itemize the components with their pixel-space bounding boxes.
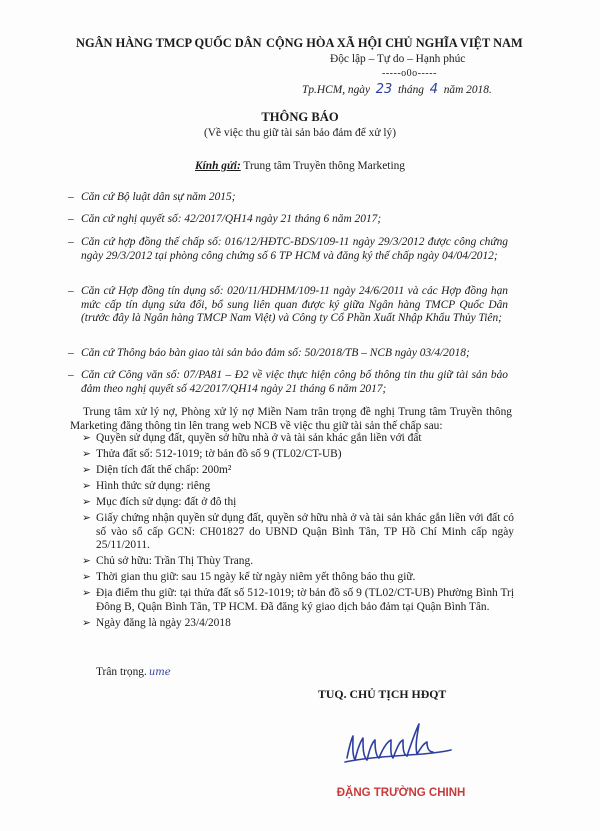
arrow-bullet-icon: ➢ (82, 495, 91, 508)
national-title: CỘNG HÒA XÃ HỘI CHỦ NGHĨA VIỆT NAM (266, 36, 523, 50)
legal-basis-item: – Căn cứ Thông báo bàn giao tài sản bảo đảm số: 50/2018/TB – NCB ngày 03/4/2018; (68, 347, 470, 359)
date-year: năm 2018. (443, 84, 492, 96)
list-item: ➢ Thời gian thu giữ: sau 15 ngày kể từ ngày niêm yết thông báo thu giữ. (82, 571, 416, 584)
recipient-line (0, 160, 600, 174)
date-day: 23 (375, 82, 393, 97)
list-item: ➢ Diện tích đất thế chấp: 200m² (82, 463, 232, 476)
intro-paragraph: Trung tâm xử lý nợ, Phòng xử lý nợ Miền Nam trân trọng đề nghị Trung tâm Truyền thông Marketing đăng thông tin lên trang web NCB về việc thu giữ tài sản thế chấp sau: (70, 406, 512, 432)
closing-text: Trân trọng. (96, 666, 147, 678)
notice-subtitle: (Về việc thu giữ tài sản bảo đảm để xử lý) (203, 127, 396, 139)
legal-basis-item: – Căn cứ Bộ luật dân sự năm 2015; (68, 191, 236, 203)
legal-basis-item: – Căn cứ hợp đồng thế chấp số: 016/12/HĐTC-BDS/109-11 ngày 29/3/2012 được công chứng ngày 29/3/2012 tại phòng công chứng số 6 TP HCM và đăng ký thế chấp ngày 04/04/2012; (68, 236, 508, 262)
date-prefix: Tp.HCM, ngày (302, 84, 371, 96)
motto-divider: -----o0o----- (382, 68, 437, 79)
arrow-bullet-icon: ➢ (82, 463, 91, 476)
signature (343, 718, 453, 770)
list-item: ➢ Quyền sử dụng đất, quyền sở hữu nhà ở và tài sản khác gắn liền với đất (82, 432, 422, 444)
closing-line (96, 666, 171, 680)
list-item: ➢ Ngày đăng là ngày 23/4/2018 (82, 617, 231, 630)
handwritten-initials: ume (148, 667, 171, 678)
arrow-bullet-icon: ➢ (82, 617, 91, 630)
arrow-bullet-icon: ➢ (82, 447, 91, 460)
date-line (302, 83, 492, 98)
list-item: ➢ Chủ sở hữu: Trần Thị Thùy Trang. (82, 555, 254, 568)
legal-basis-item: – Căn cứ Công văn số: 07/PA81 – Đ2 về việc thực hiện công bố thông tin thu giữ tài sản bảo đảm theo nghị quyết số 42/2017/QH14 ngày 21 tháng 6 năm 2017; (68, 369, 508, 395)
recipient: Trung tâm Truyền thông Marketing (243, 160, 405, 172)
arrow-bullet-icon: ➢ (82, 571, 91, 584)
arrow-bullet-icon: ➢ (82, 587, 91, 600)
signer-title: TUQ. CHỦ TỊCH HĐQT (318, 687, 447, 701)
recipient-label: Kính gửi: (194, 160, 241, 172)
arrow-bullet-icon: ➢ (82, 555, 91, 568)
signer-name (336, 781, 466, 801)
arrow-bullet-icon: ➢ (82, 479, 91, 492)
legal-basis-item: – Căn cứ nghị quyết số: 42/2017/QH14 ngày 21 tháng 6 năm 2017; (68, 213, 382, 225)
notice-title: THÔNG BÁO (261, 110, 339, 124)
national-motto: Độc lập – Tự do – Hạnh phúc (330, 53, 466, 65)
arrow-bullet-icon: ➢ (82, 432, 91, 444)
date-month-label: tháng (398, 84, 424, 96)
organization-name: NGÂN HÀNG TMCP QUỐC DÂN (76, 36, 262, 50)
list-item: ➢ Hình thức sử dụng: riêng (82, 479, 211, 492)
legal-basis-item: – Căn cứ Hợp đồng tín dụng số: 020/11/HDHM/109-11 ngày 24/6/2011 và các Hợp đồng hạn mức cấp tín dụng sửa đổi, bổ sung liên quan được ký giữa Ngân hàng TMCP Quốc Dân (trước đây là Ngân hàng TMCP Nam Việt) và Công ty Cổ Phần Xuất Nhập Khẩu Thủy Tiên; (68, 285, 508, 325)
list-item: ➢ Địa điểm thu giữ: tại thửa đất số 512-1019; tờ bản đồ số 9 (TL02/CT-UB) Phường Bình Trị Đông B, Quận Bình Tân, TP HCM. Đã đăng ký giao dịch bảo đảm tại Quận Bình Tân. (82, 587, 514, 613)
signer-name-text: ĐẶNG TRƯỜNG CHINH (336, 787, 466, 799)
asset-details-list (82, 432, 514, 633)
date-month: 4 (429, 82, 438, 97)
arrow-bullet-icon: ➢ (82, 511, 91, 524)
list-item: ➢ Thửa đất số: 512-1019; tờ bản đồ số 9 (TL02/CT-UB) (82, 447, 342, 460)
list-item: ➢ Giấy chứng nhận quyền sử dụng đất, quyền sở hữu nhà ở và tài sản khác gắn liền với đất có số vào sổ cấp GCN: CH01827 do UBND Quận Bình Tân, TP Hồ Chí Minh cấp ngày 25/11/2011. (82, 511, 514, 552)
list-item: ➢ Mục đích sử dụng: đất ở đô thị (82, 495, 237, 508)
